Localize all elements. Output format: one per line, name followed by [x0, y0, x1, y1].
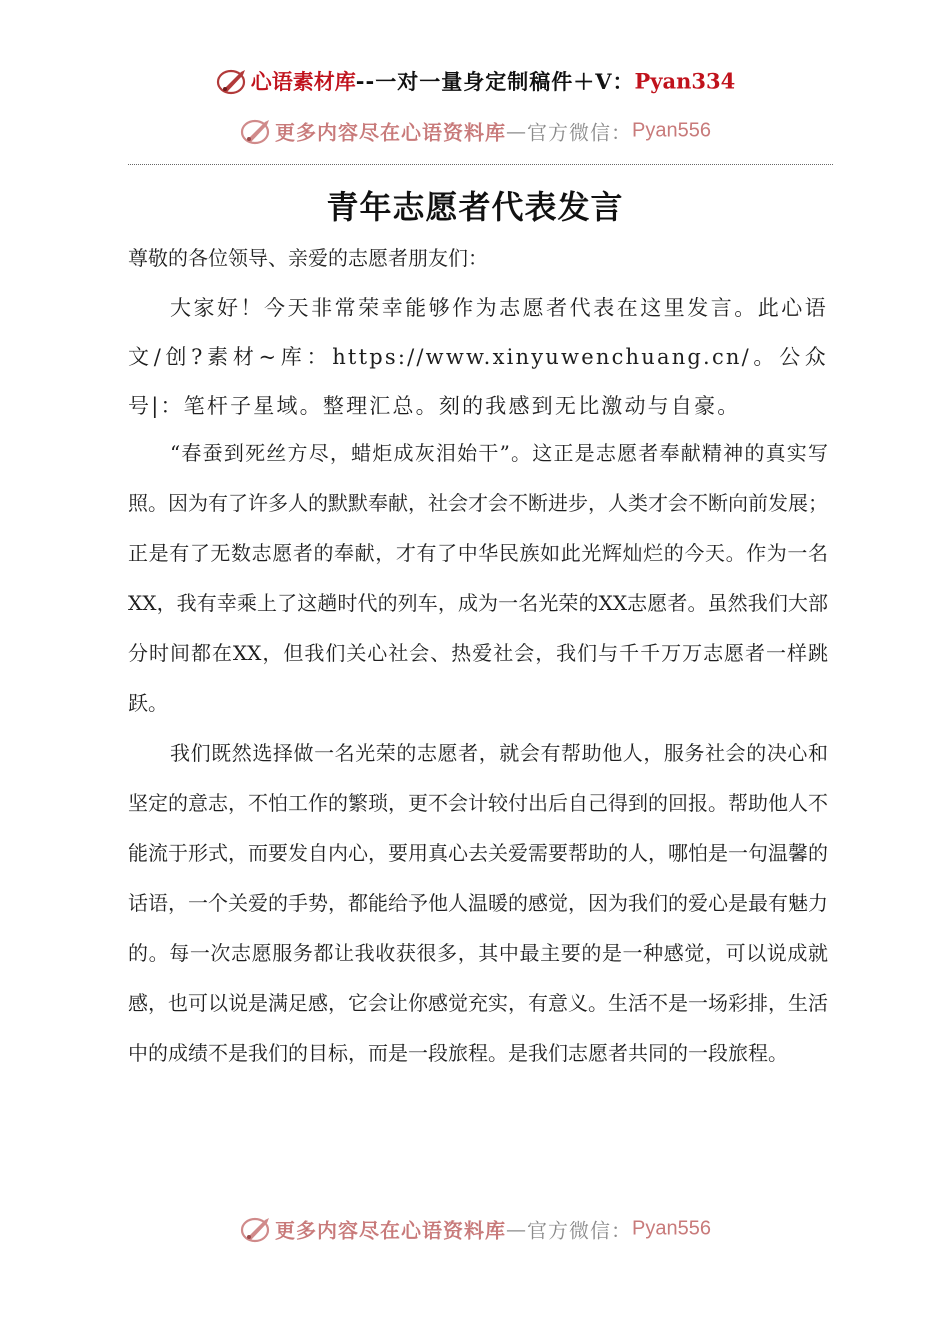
paragraph-2: “春蚕到死丝方尽，蜡炬成灰泪始干”。这正是志愿者奉献精神的真实写照。因为有了许多人的默默奉献，社会才会不断进步，人类才会不断向前发展；正是有了无数志愿者的奉献，才有了中华民族如此光辉灿烂的今天。作为一名XX，我有幸乘上了这趟时代的列车，成为一名光荣的XX志愿者。虽然我们大部分时间都在XX，但我们关心社会、热爱社会，我们与千千万万志愿者一样跳跃。	[128, 441, 828, 715]
header-watermark	[0, 116, 950, 146]
paragraph-3: 我们既然选择做一名光荣的志愿者，就会有帮助他人，服务社会的决心和坚定的意志，不怕工作的繁琐，更不会计较付出后自己得到的回报。帮助他人不能流于形式，而要发自内心，要用真心去关爱需要帮助的人，哪怕是一句温馨的话语，一个关爱的手势，都能给予他人温暖的感觉，因为我们的爱心是最有魅力的。每一次志愿服务都让我收获很多，其中最主要的是一种感觉，可以说成就感，也可以说是满足感，它会让你感觉充实，有意义。生活不是一场彩排，生活中的成绩不是我们的目标，而是一段旅程。是我们志愿者共同的一段旅程。	[128, 741, 828, 1065]
footer-watermark	[0, 1214, 950, 1244]
header-contact: Pyan334	[634, 68, 736, 94]
watermark-dash: —	[506, 119, 528, 143]
quill-logo-icon	[239, 116, 275, 146]
greeting: 尊敬的各位领导、亲爱的志愿者朋友们：	[128, 246, 488, 270]
quill-logo-icon	[215, 66, 251, 96]
watermark-id: Pyan556	[632, 119, 711, 142]
footer-watermark-dash: —	[506, 1217, 528, 1241]
footer-watermark-mid: 官方微信：	[527, 1218, 633, 1243]
quill-logo-icon	[239, 1214, 275, 1244]
header-separator: --	[355, 68, 376, 94]
footer-watermark-id: Pyan556	[632, 1217, 711, 1240]
footer-watermark-lead: 更多内容尽在心语资料库	[275, 1218, 507, 1243]
watermark-lead: 更多内容尽在心语资料库	[275, 120, 507, 145]
header-divider	[128, 164, 833, 165]
header-service: 一对一量身定制稿件＋V：	[375, 69, 635, 94]
paragraph-1: 大家好！今天非常荣幸能够作为志愿者代表在这里发言。此心语文/创?素材~库：https://www.xinyuwenchuang.cn/。公众号|：笔杆子星域。整理汇总。刻的我感到无比激动与自豪。	[128, 296, 828, 418]
brand-name: 心语素材库	[250, 69, 356, 94]
header-banner	[0, 66, 950, 96]
watermark-mid: 官方微信：	[527, 120, 633, 145]
page-title: 青年志愿者代表发言	[326, 188, 624, 226]
